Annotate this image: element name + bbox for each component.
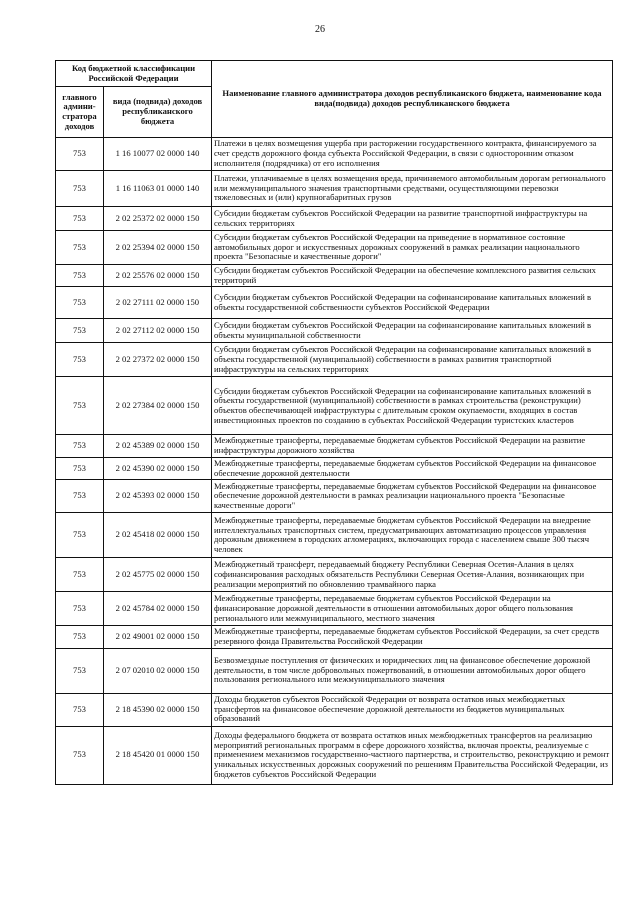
table-row [56, 648, 613, 693]
revenue-name-cell: Межбюджетные трансферты, передаваемые бюджетам субъектов Российской Федерации на внедрение интеллектуальных транспортных систем, предусматривающих автоматизацию процессов управления дорожным движением в городских агломерациях, включающих города с населением свыше 300 тысяч человек [212, 513, 613, 558]
table-row [56, 726, 613, 784]
admin-code-cell: 753 [56, 319, 104, 343]
header-name: Наименование главного администратора доходов республиканского бюджета, наименование кода вида(подвида) доходов республиканского бюджета [212, 61, 613, 138]
revenue-code-cell: 1 16 11063 01 0000 140 [104, 171, 212, 207]
table-row [56, 287, 613, 319]
table-row [56, 171, 613, 207]
admin-code-cell: 753 [56, 377, 104, 435]
admin-code-cell: 753 [56, 626, 104, 648]
admin-code-cell: 753 [56, 138, 104, 171]
revenue-code-cell: 2 18 45420 01 0000 150 [104, 726, 212, 784]
table-row [56, 435, 613, 457]
revenue-name-cell: Доходы бюджетов субъектов Российской Федерации от возврата остатков иных межбюджетных трансфертов на финансовое обеспечение дорожной деятельности из бюджетов муниципальных образований [212, 693, 613, 726]
revenue-code-cell: 1 16 10077 02 0000 140 [104, 138, 212, 171]
revenue-code-cell: 2 02 25394 02 0000 150 [104, 231, 212, 265]
revenue-code-cell: 2 02 25372 02 0000 150 [104, 207, 212, 231]
revenue-name-cell: Доходы федерального бюджета от возврата остатков иных межбюджетных трансфертов на реализацию мероприятий региональных программ в сфере дорожного хозяйства, включая проекты, реализуемые с применением механизмов государственно-частного партнерства, и строительство, реконструкцию и ремонт уникальных искусственных дорожных сооружений по решениям Правительства Российской Федерации, из бюджетов субъектов Российской Федерации [212, 726, 613, 784]
table-row [56, 265, 613, 287]
revenue-code-cell: 2 07 02010 02 0000 150 [104, 648, 212, 693]
revenue-name-cell: Субсидии бюджетам субъектов Российской Федерации на софинансирование капитальных вложений в объекты государственной собственности субъектов Российской Федерации [212, 287, 613, 319]
header-admin: главного админи-стратора доходов [56, 87, 104, 138]
table-row [56, 592, 613, 626]
revenue-name-cell: Субсидии бюджетам субъектов Российской Федерации на обеспечение комплексного развития сельских территорий [212, 265, 613, 287]
revenue-name-cell: Субсидии бюджетам субъектов Российской Федерации на приведение в нормативное состояние автомобильных дорог и искусственных дорожных сооружений в рамках реализации национального проекта "Безопасные и качественные дороги" [212, 231, 613, 265]
admin-code-cell: 753 [56, 265, 104, 287]
revenue-code-cell: 2 02 45393 02 0000 150 [104, 480, 212, 513]
revenue-name-cell: Межбюджетный трансферт, передаваемый бюджету Республики Северная Осетия-Алания в целях софинансирования расходных обязательств Республики Северная Осетия-Алания, возникающих при реализации мероприятий по обновлению трамвайного парка [212, 558, 613, 592]
table-row [56, 377, 613, 435]
table-row [56, 626, 613, 648]
revenue-name-cell: Безвозмездные поступления от физических и юридических лиц на финансовое обеспечение дорожной деятельности, в том числе добровольных пожертвований, в отношении автомобильных дорог общего пользования регионального или межмуниципального значения [212, 648, 613, 693]
revenue-code-cell: 2 02 45390 02 0000 150 [104, 457, 212, 479]
revenue-name-cell: Платежи в целях возмещения ущерба при расторжении государственного контракта, финансируемого за счет средств дорожного фонда субъекта Российской Федерации, в связи с односторонним отказом исполнителя (подрядчика) от его исполнения [212, 138, 613, 171]
table-row [56, 480, 613, 513]
table-row [56, 207, 613, 231]
revenue-code-cell: 2 18 45390 02 0000 150 [104, 693, 212, 726]
revenue-code-cell: 2 02 45389 02 0000 150 [104, 435, 212, 457]
admin-code-cell: 753 [56, 726, 104, 784]
revenue-code-cell: 2 02 25576 02 0000 150 [104, 265, 212, 287]
revenue-name-cell: Межбюджетные трансферты, передаваемые бюджетам субъектов Российской Федерации на финансирование дорожной деятельности в отношении автомобильных дорог общего пользования регионального или межмуниципального, местного значения [212, 592, 613, 626]
header-bcc-group: Код бюджетной классификации Российской Федерации [56, 61, 212, 87]
table-row [56, 343, 613, 377]
table-row [56, 457, 613, 479]
table-row [56, 138, 613, 171]
admin-code-cell: 753 [56, 592, 104, 626]
admin-code-cell: 753 [56, 171, 104, 207]
table-body [56, 138, 613, 785]
table-row [56, 693, 613, 726]
revenue-code-cell: 2 02 27112 02 0000 150 [104, 319, 212, 343]
page-number: 26 [315, 24, 325, 35]
header-code: вида (подвида) доходов республиканского бюджета [104, 87, 212, 138]
revenue-code-cell: 2 02 27111 02 0000 150 [104, 287, 212, 319]
revenue-code-cell: 2 02 45784 02 0000 150 [104, 592, 212, 626]
revenue-name-cell: Платежи, уплачиваемые в целях возмещения вреда, причиняемого автомобильным дорогам регионального или межмуниципального значения транспортными средствами, осуществляющими перевозки тяжеловесных и (или) крупногабаритных грузов [212, 171, 613, 207]
table-row [56, 513, 613, 558]
revenue-name-cell: Субсидии бюджетам субъектов Российской Федерации на софинансирование капитальных вложений в объекты государственной (муниципальной) собственности в рамках строительства (реконструкции) объектов обеспечивающей инфраструктуры с длительным сроком окупаемости, входящих в состав инвестиционных проектов по созданию в субъектах Российской Федерации туристских кластеров [212, 377, 613, 435]
table-row [56, 319, 613, 343]
revenue-name-cell: Субсидии бюджетам субъектов Российской Федерации на софинансирование капитальных вложений в объекты государственной (муниципальной) собственности в рамках развития транспортной инфраструктуры на сельских территориях [212, 343, 613, 377]
admin-code-cell: 753 [56, 558, 104, 592]
admin-code-cell: 753 [56, 693, 104, 726]
revenue-code-cell: 2 02 45775 02 0000 150 [104, 558, 212, 592]
revenue-code-cell: 2 02 49001 02 0000 150 [104, 626, 212, 648]
table-row [56, 558, 613, 592]
revenue-name-cell: Межбюджетные трансферты, передаваемые бюджетам субъектов Российской Федерации на развитие инфраструктуры дорожного хозяйства [212, 435, 613, 457]
table-row [56, 231, 613, 265]
admin-code-cell: 753 [56, 457, 104, 479]
revenue-code-cell: 2 02 45418 02 0000 150 [104, 513, 212, 558]
revenue-code-cell: 2 02 27384 02 0000 150 [104, 377, 212, 435]
table-header [56, 61, 613, 138]
admin-code-cell: 753 [56, 207, 104, 231]
budget-classification-table [55, 60, 613, 785]
admin-code-cell: 753 [56, 231, 104, 265]
admin-code-cell: 753 [56, 435, 104, 457]
admin-code-cell: 753 [56, 513, 104, 558]
admin-code-cell: 753 [56, 343, 104, 377]
revenue-name-cell: Субсидии бюджетам субъектов Российской Федерации на развитие транспортной инфраструктуры на сельских территориях [212, 207, 613, 231]
revenue-name-cell: Межбюджетные трансферты, передаваемые бюджетам субъектов Российской Федерации на финансовое обеспечение дорожной деятельности в рамках реализации национального проекта "Безопасные качественные дороги" [212, 480, 613, 513]
admin-code-cell: 753 [56, 480, 104, 513]
admin-code-cell: 753 [56, 648, 104, 693]
admin-code-cell: 753 [56, 287, 104, 319]
revenue-code-cell: 2 02 27372 02 0000 150 [104, 343, 212, 377]
revenue-name-cell: Межбюджетные трансферты, передаваемые бюджетам субъектов Российской Федерации на финансовое обеспечение дорожной деятельности [212, 457, 613, 479]
revenue-name-cell: Субсидии бюджетам субъектов Российской Федерации на софинансирование капитальных вложений в объекты муниципальной собственности [212, 319, 613, 343]
revenue-name-cell: Межбюджетные трансферты, передаваемые бюджетам субъектов Российской Федерации, за счет средств резервного фонда Правительства Российской Федерации [212, 626, 613, 648]
